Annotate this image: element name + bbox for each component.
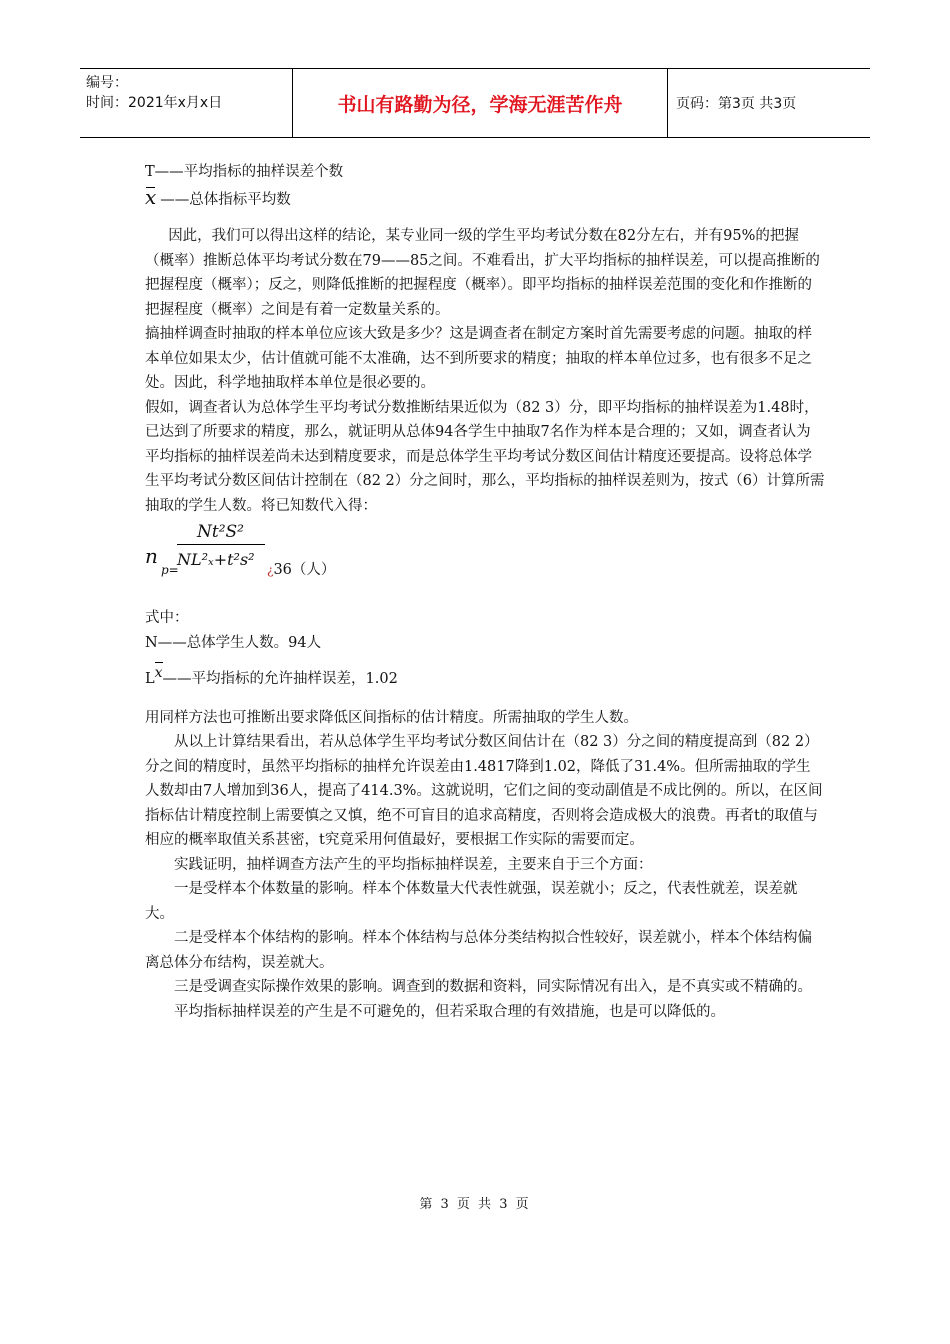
l-definition: ——平均指标的允许抽样误差，1.02 xyxy=(162,671,398,687)
x-bar-symbol: x xyxy=(145,184,157,209)
formula-subscript: p= xyxy=(161,563,179,577)
x-definition-line xyxy=(145,185,825,213)
formula-result-value: 36（人） xyxy=(273,562,336,578)
time-label: 时间：2021年x月x日 xyxy=(86,95,223,111)
header-page-info: 页码：第3页 共3页 xyxy=(676,96,797,112)
sample-size-formula xyxy=(145,520,825,590)
l-prefix: L xyxy=(145,671,155,687)
paragraph-practice: 实践证明，抽样调查方法产生的平均指标抽样误差，主要来自于三个方面： xyxy=(174,856,653,873)
paragraph-point-one: 一是受样本个体数量的影响。样本个体数量大代表性就强，误差就小；反之，代表性就差，误差就大。 xyxy=(145,881,798,922)
l-x-bar-symbol: x xyxy=(155,661,163,686)
page-header xyxy=(80,68,870,138)
l-definition-line xyxy=(145,661,825,692)
formula-result xyxy=(267,558,335,583)
header-left-cell xyxy=(80,69,293,137)
paragraph-point-three: 三是受调查实际操作效果的影响。调查到的数据和资料，同实际情况有出入，是不真实或不精确的。 xyxy=(174,979,812,995)
formula-n: n xyxy=(145,544,158,568)
formula-numerator: Nt²S² xyxy=(197,522,244,542)
t-definition: T——平均指标的抽样误差个数 xyxy=(145,164,344,180)
document-body xyxy=(145,160,825,1024)
paragraph-assumption: 假如，调查者认为总体学生平均考试分数推断结果近似为（82 3）分，即平均指标的抽样误差为1.48时，已达到了所要求的精度，那么，就证明从总体94各学生中抽取7名作为样本是合理的；又如，调查者认为平均指标的抽样误差尚未达到精度要求，而是总体学生平均考试分数区间估计精度还要提高。设将总体学生平均考试分数区间估计控制在（82 2）分之间时，那么，平均指标的抽样误差则为，按式（6）计算所需抽取的学生人数。将已知数代入得： xyxy=(145,399,825,514)
n-definition: N——总体学生人数。94人 xyxy=(145,634,322,651)
header-motto: 书山有路勤为径，学海无涯苦作舟 xyxy=(293,69,668,137)
formula-denominator: NL²ₓ+t²s² xyxy=(177,550,255,569)
paragraph-results: 从以上计算结果看出，若从总体学生平均考试分数区间估计在（82 3）分之间的精度提高到（82 2）分之间的精度时，虽然平均指标的抽样允许误差由1.4817降到1.02，降低了31.4%。但所需抽取的学生人数却由7人增加到36人，提高了414.3%。这就说明，它们之间的变动副值是不成比例的。所以，在区间指标估计精度控制上需要慎之又慎，绝不可盲目的追求高精度，否则将会造成极大的浪费。再者t的取值与相应的概率取值关系甚密，t究竟采用何值最好，要根据工作实际的需要而定。 xyxy=(145,734,823,848)
number-label: 编号： xyxy=(86,75,128,91)
x-definition: ——总体指标平均数 xyxy=(160,191,291,208)
formula-mark: ¿ xyxy=(267,563,274,577)
paragraph-conclusion: 因此，我们可以得出这样的结论，某专业同一级的学生平均考试分数在82分左右，并有95%的把握（概率）推断总体平均考试分数在79——85之间。不难看出，扩大平均指标的抽样误差，可以提高推断的把握程度（概率）；反之，则降低推断的把握程度（概率）。即平均指标的抽样误差范围的变化和作推断的把握程度（概率）之间是有着一定数量关系的。 xyxy=(145,228,820,318)
paragraph-sample-size: 搞抽样调查时抽取的样本单位应该大致是多少？这是调查者在制定方案时首先需要考虑的问题。抽取的样本单位如果太少，估计值就可能不太准确，达不到所要求的精度；抽取的样本单位过多，也有很多不足之处。因此，科学地抽取样本单位是很必要的。 xyxy=(145,326,812,391)
where-label: 式中： xyxy=(145,610,189,626)
paragraph-same-method: 用同样方法也可推断出要求降低区间指标的估计精度。所需抽取的学生人数。 xyxy=(145,709,638,726)
formula-fraction-bar xyxy=(177,544,265,545)
paragraph-final: 平均指标抽样误差的产生是不可避免的，但若采取合理的有效措施，也是可以降低的。 xyxy=(174,1003,725,1020)
page-footer: 第 3 页 共 3 页 xyxy=(419,1197,531,1212)
paragraph-point-two: 二是受样本个体结构的影响。样本个体结构与总体分类结构拟合性较好，误差就小，样本个体结构偏离总体分布结构，误差就大。 xyxy=(145,930,812,971)
